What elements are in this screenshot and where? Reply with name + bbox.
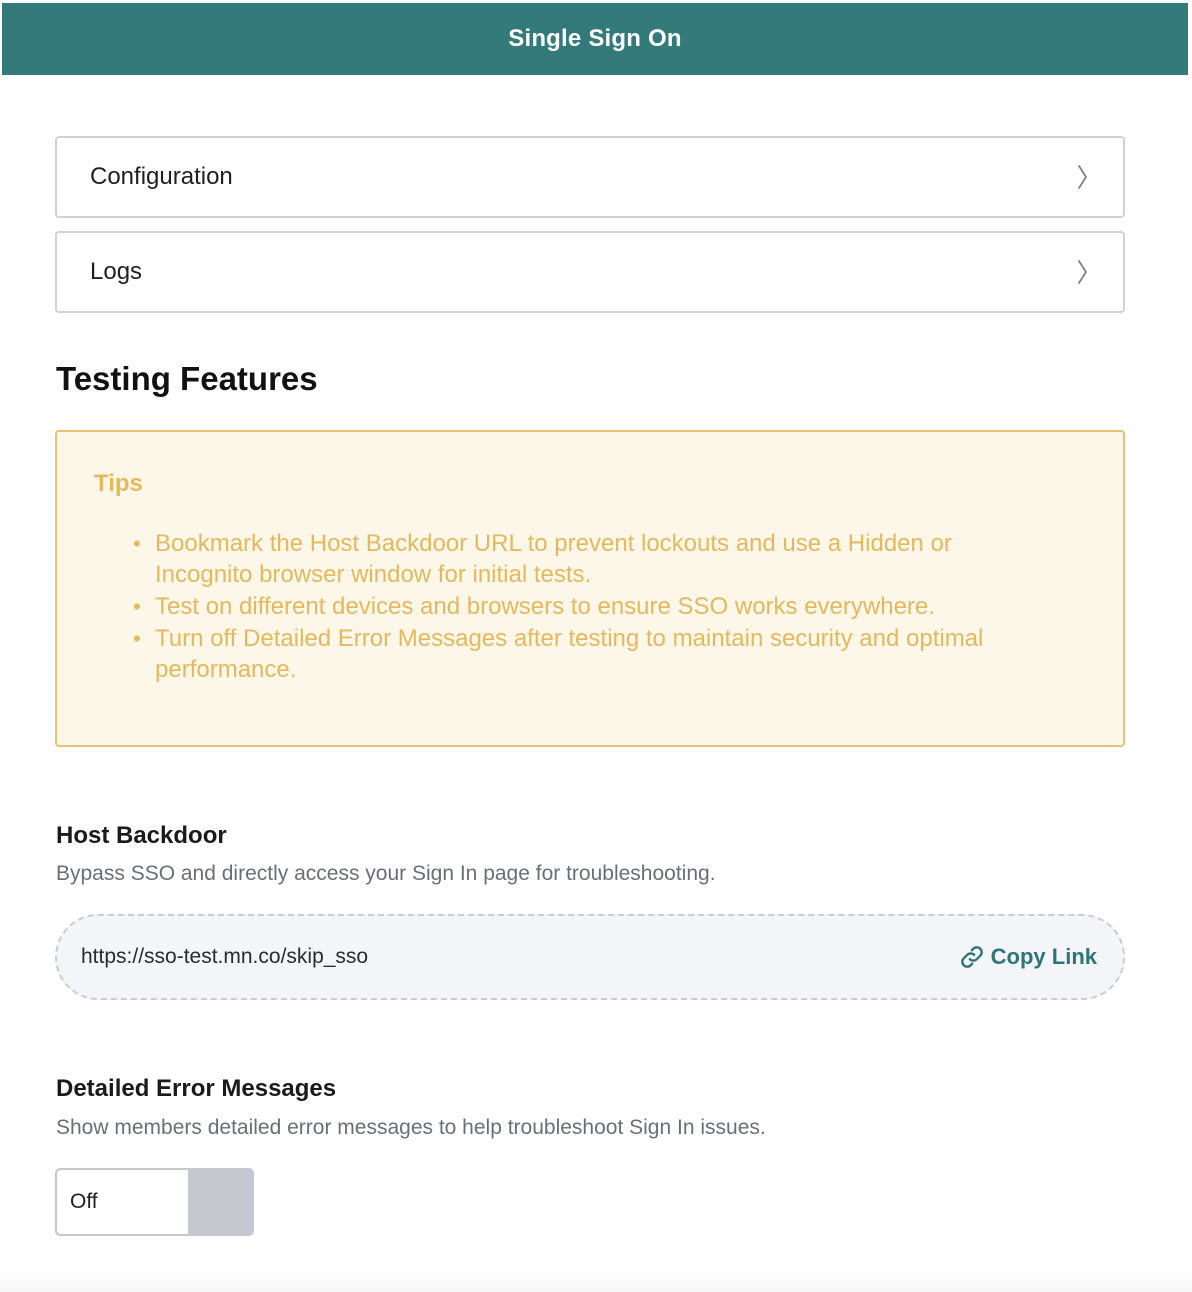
bottom-fade bbox=[0, 1268, 1192, 1292]
nav-item-label: Logs bbox=[90, 258, 143, 285]
nav-item-configuration[interactable] bbox=[55, 136, 1125, 218]
list-item bbox=[133, 528, 1055, 590]
nav-item-label: Configuration bbox=[90, 163, 233, 190]
list-item bbox=[133, 591, 1055, 622]
testing-features-heading: Testing Features bbox=[56, 360, 318, 397]
chevron-right-icon bbox=[1073, 258, 1091, 286]
detailed-error-messages-title: Detailed Error Messages bbox=[56, 1075, 337, 1102]
tip-text: Bookmark the Host Backdoor URL to prevent lockouts and use a Hidden or Incognito browser window for initial tests. bbox=[155, 530, 952, 588]
bullet-icon: • bbox=[133, 594, 141, 619]
copy-link-label: Copy Link bbox=[990, 944, 1097, 969]
tips-box bbox=[55, 430, 1125, 747]
detailed-error-messages-toggle[interactable] bbox=[55, 1168, 254, 1236]
list-item bbox=[133, 623, 1055, 685]
page-header bbox=[2, 3, 1188, 75]
tip-text: Test on different devices and browsers to ensure SSO works everywhere. bbox=[155, 593, 935, 620]
copy-link-button[interactable] bbox=[959, 944, 1097, 970]
nav-item-logs[interactable] bbox=[55, 231, 1125, 313]
bullet-icon: • bbox=[133, 531, 141, 556]
host-backdoor-url[interactable]: https://sso-test.mn.co/skip_sso bbox=[81, 945, 369, 968]
toggle-knob bbox=[57, 1170, 188, 1234]
bullet-icon: • bbox=[133, 626, 141, 651]
toggle-label: Off bbox=[70, 1190, 98, 1213]
page-title: Single Sign On bbox=[508, 25, 682, 52]
tips-list bbox=[133, 528, 1055, 686]
link-icon bbox=[959, 944, 985, 970]
detailed-error-messages-description: Show members detailed error messages to help troubleshoot Sign In issues. bbox=[56, 1116, 766, 1139]
chevron-right-icon bbox=[1073, 163, 1091, 191]
tips-title: Tips bbox=[94, 470, 143, 497]
tip-text: Turn off Detailed Error Messages after testing to maintain security and optimal performance. bbox=[155, 625, 984, 683]
host-backdoor-description: Bypass SSO and directly access your Sign In page for troubleshooting. bbox=[56, 862, 716, 885]
host-backdoor-url-field bbox=[55, 914, 1125, 1000]
host-backdoor-title: Host Backdoor bbox=[56, 822, 227, 849]
